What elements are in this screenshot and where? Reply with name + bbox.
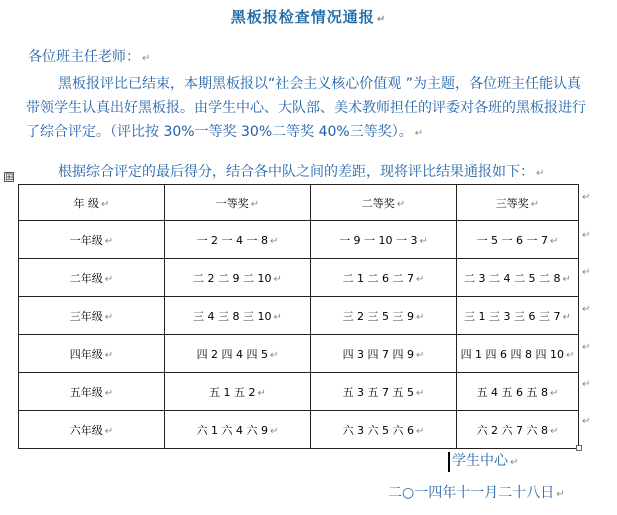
table-cell: 五年级 ↵	[19, 373, 165, 411]
table-row	[19, 411, 579, 449]
header-cell-first-prize: 一等奖 ↵	[165, 185, 311, 221]
table-cell: 二 2 二 9 二 10 ↵	[165, 259, 311, 297]
document-title-text: 黑板报检查情况通报	[230, 8, 375, 26]
row-end-mark-icon: ↵	[582, 304, 591, 315]
table-resize-handle[interactable]	[576, 445, 582, 451]
table-cell: 四 3 四 7 四 9 ↵	[311, 335, 457, 373]
paragraph-mark-icon: ↵	[414, 128, 424, 139]
table-cell: 三 4 三 8 三 10 ↵	[165, 297, 311, 335]
table-cell: 二 3 二 4 二 5 二 8 ↵	[457, 259, 579, 297]
greeting-text: 各位班主任老师：	[28, 49, 140, 65]
date-text: 二○一四年十一月二十八日	[388, 485, 555, 501]
signature-text: 学生中心	[452, 453, 508, 469]
paragraph-mark-icon: ↵	[556, 489, 565, 500]
table-cell: 四年级 ↵	[19, 335, 165, 373]
table-cell: 一年级 ↵	[19, 221, 165, 259]
paragraph-mark-icon: ↵	[376, 14, 387, 25]
paragraph-mark-icon: ↵	[510, 457, 519, 468]
body-paragraph	[26, 72, 588, 146]
row-end-mark-icon: ↵	[582, 230, 591, 241]
table-cell: 四 1 四 6 四 8 四 10 ↵	[457, 335, 579, 373]
table-cell: 六 3 六 5 六 6 ↵	[311, 411, 457, 449]
table-row	[19, 259, 579, 297]
table-cell: 六年级 ↵	[19, 411, 165, 449]
table-row	[19, 297, 579, 335]
row-end-mark-icon: ↵	[582, 379, 591, 390]
intro-line-text: 根据综合评定的最后得分，结合各中队之间的差距，现将评比结果通报如下：	[58, 164, 534, 180]
body-paragraph-text: 黑板报评比已结束，本期黑板报以“社会主义核心价值观 ”为主题，各位班主任能认真带领学生认真出好黑板报。由学生中心、大队部、美术教师担任的评委对各班的黑板报进行了综合评定。（评比按 30%一等奖 30%二等奖 40%三等奖）。	[26, 76, 586, 140]
row-end-mark-icon: ↵	[582, 416, 591, 427]
table-header-row	[19, 185, 579, 221]
paragraph-mark-icon: ↵	[536, 168, 545, 179]
table-cell: 五 3 五 7 五 5 ↵	[311, 373, 457, 411]
table-cell: 三 1 三 3 三 6 三 7 ↵	[457, 297, 579, 335]
row-end-mark-icon: ↵	[582, 192, 591, 203]
table-row	[19, 221, 579, 259]
signature-line	[448, 452, 518, 472]
table-row	[19, 373, 579, 411]
table-cell: 五 4 五 6 五 8 ↵	[457, 373, 579, 411]
table-cell: 一 9 一 10 一 3 ↵	[311, 221, 457, 259]
results-table	[18, 184, 579, 449]
table-cell: 一 2 一 4 一 8 ↵	[165, 221, 311, 259]
intro-line	[58, 160, 598, 186]
table-cell: 二 1 二 6 二 7 ↵	[311, 259, 457, 297]
table-cell: 六 1 六 4 六 9 ↵	[165, 411, 311, 449]
header-cell-grade: 年 级 ↵	[19, 185, 165, 221]
table-cell: 五 1 五 2 ↵	[165, 373, 311, 411]
header-cell-third-prize: 三等奖 ↵	[457, 185, 579, 221]
row-end-mark-icon: ↵	[582, 342, 591, 353]
paragraph-mark-icon: ↵	[142, 53, 151, 64]
table-row	[19, 335, 579, 373]
date-line	[388, 484, 565, 504]
greeting	[28, 45, 150, 71]
table-cell: 三年级 ↵	[19, 297, 165, 335]
row-end-mark-icon: ↵	[582, 267, 591, 278]
header-cell-second-prize: 二等奖 ↵	[311, 185, 457, 221]
table-move-handle-icon[interactable]: ⊞	[5, 172, 14, 183]
document-title	[0, 6, 617, 27]
table-cell: 四 2 四 4 四 5 ↵	[165, 335, 311, 373]
table-cell: 三 2 三 5 三 9 ↵	[311, 297, 457, 335]
table-cell: 二年级 ↵	[19, 259, 165, 297]
table-cell: 一 5 一 6 一 7 ↵	[457, 221, 579, 259]
table-cell: 六 2 六 7 六 8 ↵	[457, 411, 579, 449]
